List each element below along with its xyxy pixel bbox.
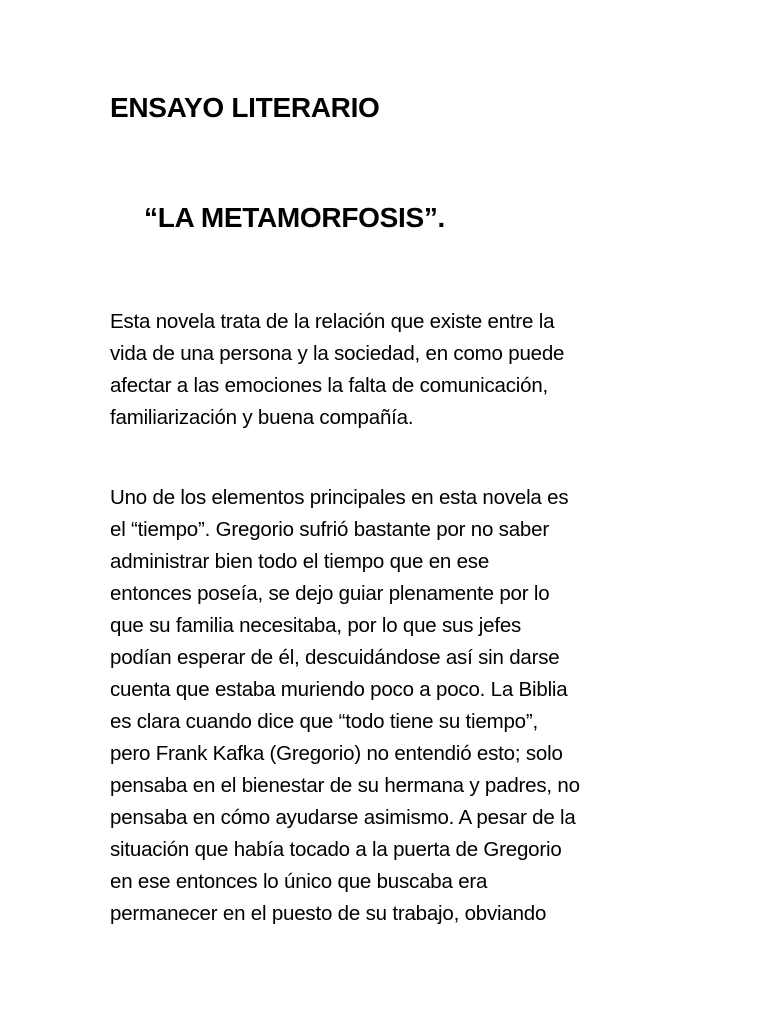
paragraph-2 (110, 482, 580, 930)
text-line: pensaba en el bienestar de su hermana y padres, no (110, 774, 580, 797)
text-line: permanecer en el puesto de su trabajo, obviando (110, 902, 547, 925)
text-line: en ese entonces lo único que buscaba era (110, 870, 488, 893)
text-line: es clara cuando dice que “todo tiene su tiempo”, (110, 710, 538, 733)
text-line: podían esperar de él, descuidándose así sin darse (110, 646, 560, 669)
text-line: afectar a las emociones la falta de comunicación, (110, 374, 549, 397)
text-line: administrar bien todo el tiempo que en ese (110, 550, 490, 573)
text-line: entonces poseía, se dejo guiar plenamente por lo (110, 582, 550, 605)
text-line: pensaba en cómo ayudarse asimismo. A pesar de la (110, 806, 576, 829)
text-line: pero Frank Kafka (Gregorio) no entendió esto; solo (110, 742, 563, 765)
document-subtitle: “LA METAMORFOSIS”. (144, 202, 446, 233)
text-line: familiarización y buena compañía. (110, 406, 414, 429)
text-line: vida de una persona y la sociedad, en como puede (110, 342, 565, 365)
text-line: situación que había tocado a la puerta de Gregorio (110, 838, 562, 861)
text-line: Esta novela trata de la relación que existe entre la (110, 310, 555, 333)
text-line: Uno de los elementos principales en esta novela es (110, 486, 569, 509)
document-title: ENSAYO LITERARIO (110, 92, 380, 123)
text-line: cuenta que estaba muriendo poco a poco. La Biblia (110, 678, 568, 701)
paragraph-1 (110, 306, 564, 434)
text-line: que su familia necesitaba, por lo que sus jefes (110, 614, 522, 637)
text-line: el “tiempo”. Gregorio sufrió bastante por no saber (110, 518, 549, 541)
